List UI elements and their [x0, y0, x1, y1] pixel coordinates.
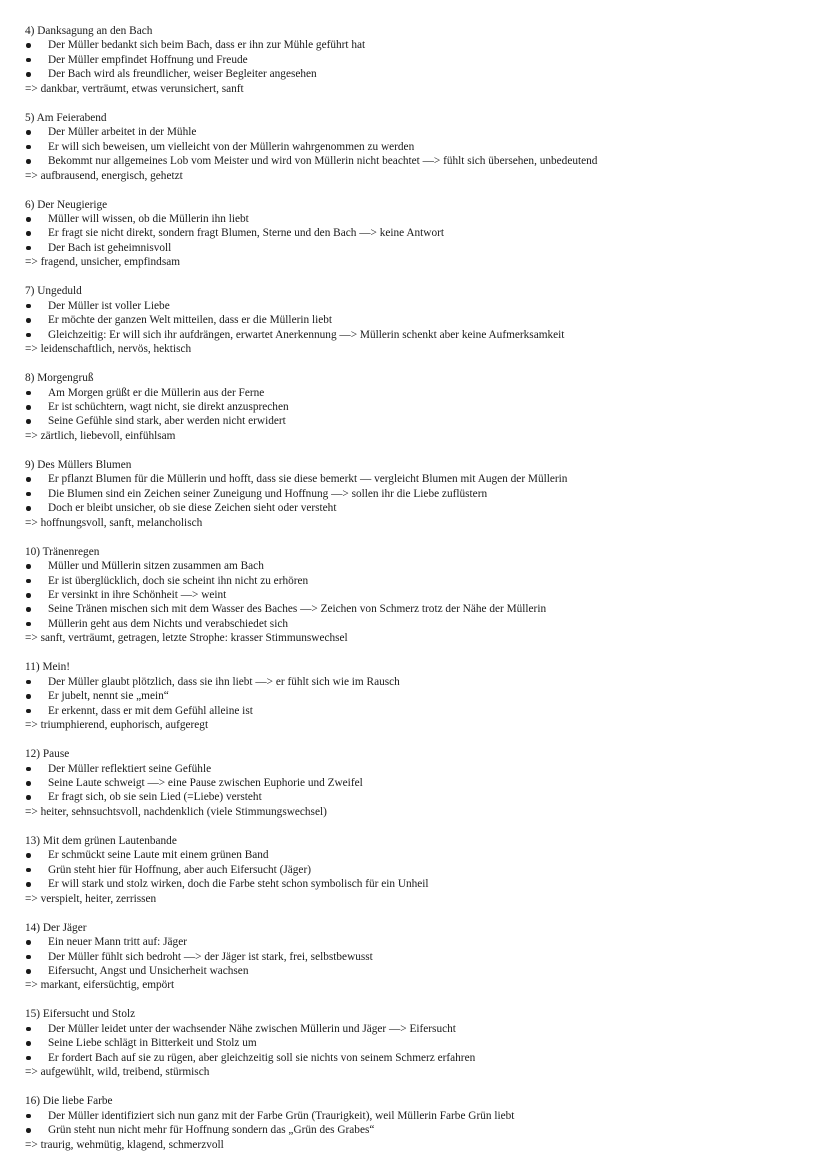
- bullet-text: Grün steht hier für Hoffnung, aber auch Eifersucht (Jäger): [48, 863, 311, 876]
- bullet-text: Gleichzeitig: Er will sich ihr aufdrängen, erwartet Anerkennung —> Müllerin schenkt aber keine Aufmerksamkeit: [48, 328, 565, 341]
- bullet-item: [25, 935, 815, 949]
- section-heading: 15) Eifersucht und Stolz: [25, 1008, 136, 1021]
- section-heading: 6) Der Neugierige: [25, 198, 108, 211]
- bullet-item: [25, 1051, 815, 1065]
- bullet-item: [25, 299, 815, 313]
- bullet-text: Er fordert Bach auf sie zu rügen, aber gleichzeitig soll sie nichts von seinem Schmerz erfahren: [48, 1051, 476, 1064]
- bullet-item: [25, 863, 815, 877]
- bullet-dot-icon: [26, 231, 31, 236]
- bullet-item: [25, 38, 815, 52]
- bullet-dot-icon: [26, 145, 31, 150]
- section-summary: => heiter, sehnsuchtsvoll, nachdenklich (viele Stimmungswechsel): [25, 805, 327, 818]
- bullet-item: [25, 487, 815, 501]
- bullet-item: [25, 1036, 815, 1050]
- section-heading: 9) Des Müllers Blumen: [25, 458, 132, 471]
- bullet-text: Doch er bleibt unsicher, ob sie diese Zeichen sieht oder versteht: [48, 502, 337, 515]
- bullet-dot-icon: [26, 709, 31, 714]
- bullet-item: [25, 588, 815, 602]
- section-summary: => sanft, verträumt, getragen, letzte Strophe: krasser Stimmunswechsel: [25, 632, 348, 645]
- bullet-dot-icon: [26, 405, 31, 410]
- section-heading: 5) Am Feierabend: [25, 111, 107, 124]
- bullet-item: [25, 67, 815, 81]
- bullet-item: [25, 501, 815, 515]
- bullet-item: [25, 877, 815, 891]
- section-summary: => traurig, wehmütig, klagend, schmerzvoll: [25, 1138, 224, 1151]
- section-heading: 8) Morgengruß: [25, 372, 94, 385]
- bullet-text: Die Blumen sind ein Zeichen seiner Zuneigung und Hoffnung —> sollen ihr die Liebe zuflüstern: [48, 487, 488, 500]
- bullet-item: [25, 125, 815, 139]
- bullet-dot-icon: [26, 622, 31, 627]
- bullet-dot-icon: [26, 477, 31, 482]
- bullet-text: Seine Gefühle sind stark, aber werden nicht erwidert: [48, 415, 286, 428]
- bullet-dot-icon: [26, 593, 31, 598]
- bullet-text: Der Müller identifiziert sich nun ganz mit der Farbe Grün (Traurigkeit), weil Müllerin Farbe Grün liebt: [48, 1109, 515, 1122]
- section-heading: 14) Der Jäger: [25, 921, 87, 934]
- bullet-text: Seine Tränen mischen sich mit dem Wasser des Baches —> Zeichen von Schmerz trotz der Nähe der Müllerin: [48, 603, 547, 616]
- bullet-dot-icon: [26, 391, 31, 396]
- bullet-dot-icon: [26, 492, 31, 497]
- bullet-item: [25, 313, 815, 327]
- bullet-item: [25, 602, 815, 616]
- bullet-text: Bekommt nur allgemeines Lob vom Meister und wird von Müllerin nicht beachtet —> fühlt sich übersehen, unbedeutend: [48, 155, 598, 168]
- bullet-item: [25, 790, 815, 804]
- bullet-item: [25, 226, 815, 240]
- bullet-dot-icon: [26, 217, 31, 222]
- bullet-dot-icon: [26, 680, 31, 685]
- bullet-item: [25, 1123, 815, 1137]
- section-heading: 16) Die liebe Farbe: [25, 1095, 113, 1108]
- bullet-text: Der Müller empfindet Hoffnung und Freude: [48, 53, 248, 66]
- bullet-dot-icon: [26, 333, 31, 338]
- section-heading: 4) Danksagung an den Bach: [25, 25, 153, 37]
- section-heading: 13) Mit dem grünen Lautenbande: [25, 834, 177, 847]
- bullet-dot-icon: [26, 1128, 31, 1133]
- section-12: [25, 747, 815, 819]
- bullet-dot-icon: [26, 318, 31, 323]
- section-summary: => aufgewühlt, wild, treibend, stürmisch: [25, 1066, 210, 1079]
- section-summary: => leidenschaftlich, nervös, hektisch: [25, 343, 192, 356]
- bullet-text: Der Müller reflektiert seine Gefühle: [48, 762, 212, 775]
- bullet-text: Er will stark und stolz wirken, doch die Farbe steht schon symbolisch für ein Unheil: [48, 878, 429, 891]
- bullet-dot-icon: [26, 506, 31, 511]
- bullet-item: [25, 559, 815, 573]
- bullet-dot-icon: [26, 72, 31, 77]
- bullet-dot-icon: [26, 130, 31, 135]
- bullet-text: Er fragt sie nicht direkt, sondern fragt Blumen, Sterne und den Bach —> keine Antwort: [48, 227, 445, 240]
- section-9: [25, 458, 815, 530]
- bullet-text: Er möchte der ganzen Welt mitteilen, dass er die Müllerin liebt: [48, 314, 333, 327]
- bullet-dot-icon: [26, 564, 31, 569]
- bullet-text: Er pflanzt Blumen für die Müllerin und hofft, dass sie diese bemerkt — vergleicht Blumen mit Augen der Müllerin: [48, 473, 568, 486]
- bullet-dot-icon: [26, 882, 31, 887]
- bullet-item: [25, 472, 815, 486]
- bullet-text: Der Müller arbeitet in der Mühle: [48, 126, 197, 139]
- section-summary: => verspielt, heiter, zerrissen: [25, 892, 157, 905]
- bullet-text: Der Müller fühlt sich bedroht —> der Jäger ist stark, frei, selbstbewusst: [48, 950, 373, 963]
- bullet-item: [25, 574, 815, 588]
- bullet-text: Grün steht nun nicht mehr für Hoffnung sondern das „Grün des Grabes“: [48, 1124, 375, 1137]
- bullet-dot-icon: [26, 43, 31, 48]
- bullet-text: Der Müller ist voller Liebe: [48, 299, 170, 312]
- bullet-dot-icon: [26, 159, 31, 164]
- bullet-text: Er ist überglücklich, doch sie scheint ihn nicht zu erhören: [48, 574, 309, 587]
- bullet-item: [25, 328, 815, 342]
- section-summary: => aufbrausend, energisch, gehetzt: [25, 169, 183, 182]
- section-5: [25, 111, 815, 183]
- section-summary: => triumphierend, euphorisch, aufgeregt: [25, 719, 209, 732]
- bullet-item: [25, 400, 815, 414]
- bullet-item: [25, 762, 815, 776]
- bullet-text: Der Müller bedankt sich beim Bach, dass er ihn zur Mühle geführt hat: [48, 39, 366, 52]
- bullet-text: Der Müller glaubt plötzlich, dass sie ihn liebt —> er fühlt sich wie im Rausch: [48, 675, 400, 688]
- bullet-text: Er will sich beweisen, um vielleicht von der Müllerin wahrgenommen zu werden: [48, 140, 415, 153]
- section-summary: => fragend, unsicher, empfindsam: [25, 256, 181, 269]
- bullet-text: Er versinkt in ihre Schönheit —> weint: [48, 589, 227, 601]
- bullet-dot-icon: [26, 304, 31, 309]
- section-6: [25, 198, 815, 270]
- bullet-item: [25, 704, 815, 718]
- bullet-text: Er jubelt, nennt sie „mein“: [48, 690, 169, 703]
- bullet-item: [25, 1109, 815, 1123]
- section-8: [25, 371, 815, 443]
- bullet-text: Am Morgen grüßt er die Müllerin aus der Ferne: [48, 386, 265, 399]
- section-4: [25, 24, 815, 96]
- bullet-text: Ein neuer Mann tritt auf: Jäger: [48, 936, 187, 949]
- bullet-dot-icon: [26, 969, 31, 974]
- bullet-text: Der Bach wird als freundlicher, weiser Begleiter angesehen: [48, 68, 317, 81]
- section-13: [25, 834, 815, 906]
- bullet-dot-icon: [26, 419, 31, 424]
- bullet-item: [25, 241, 815, 255]
- bullet-dot-icon: [26, 1041, 31, 1046]
- bullet-dot-icon: [26, 694, 31, 699]
- bullet-text: Der Müller leidet unter der wachsender Nähe zwischen Müllerin und Jäger —> Eifersucht: [48, 1022, 456, 1035]
- bullet-dot-icon: [26, 781, 31, 786]
- bullet-item: [25, 617, 815, 631]
- bullet-dot-icon: [26, 767, 31, 772]
- section-10: [25, 545, 815, 646]
- bullet-text: Müller will wissen, ob die Müllerin ihn liebt: [48, 213, 249, 225]
- section-heading: 12) Pause: [25, 748, 70, 761]
- section-7: [25, 284, 815, 356]
- section-11: [25, 660, 815, 732]
- bullet-text: Er ist schüchtern, wagt nicht, sie direkt anzusprechen: [48, 401, 289, 413]
- bullet-item: [25, 964, 815, 978]
- bullet-item: [25, 53, 815, 67]
- bullet-item: [25, 776, 815, 790]
- bullet-item: [25, 689, 815, 703]
- document-page: [25, 24, 815, 1167]
- bullet-text: Seine Laute schweigt —> eine Pause zwischen Euphorie und Zweifel: [48, 777, 363, 789]
- bullet-item: [25, 414, 815, 428]
- bullet-text: Seine Liebe schlägt in Bitterkeit und Stolz um: [48, 1037, 257, 1050]
- section-heading: 7) Ungeduld: [25, 285, 82, 298]
- section-14: [25, 921, 815, 993]
- bullet-dot-icon: [26, 246, 31, 251]
- bullet-item: [25, 154, 815, 168]
- section-summary: => markant, eifersüchtig, empört: [25, 979, 175, 992]
- bullet-dot-icon: [26, 1027, 31, 1032]
- bullet-dot-icon: [26, 853, 31, 858]
- section-heading: 11) Mein!: [25, 661, 71, 674]
- bullet-dot-icon: [26, 940, 31, 945]
- section-15: [25, 1007, 815, 1079]
- bullet-text: Müller und Müllerin sitzen zusammen am Bach: [48, 560, 264, 573]
- bullet-text: Eifersucht, Angst und Unsicherheit wachsen: [48, 965, 249, 977]
- bullet-text: Er fragt sich, ob sie sein Lied (=Liebe) versteht: [48, 791, 262, 804]
- bullet-item: [25, 1022, 815, 1036]
- bullet-dot-icon: [26, 1056, 31, 1061]
- bullet-item: [25, 675, 815, 689]
- section-heading: 10) Tränenregen: [25, 545, 100, 558]
- bullet-dot-icon: [26, 607, 31, 612]
- bullet-item: [25, 212, 815, 226]
- bullet-dot-icon: [26, 58, 31, 63]
- bullet-dot-icon: [26, 1114, 31, 1119]
- bullet-dot-icon: [26, 868, 31, 873]
- bullet-item: [25, 848, 815, 862]
- bullet-item: [25, 386, 815, 400]
- bullet-text: Er schmückt seine Laute mit einem grünen Band: [48, 849, 269, 862]
- bullet-dot-icon: [26, 579, 31, 584]
- bullet-text: Er erkennt, dass er mit dem Gefühl alleine ist: [48, 704, 253, 717]
- section-summary: => zärtlich, liebevoll, einfühlsam: [25, 429, 176, 442]
- bullet-dot-icon: [26, 795, 31, 800]
- bullet-dot-icon: [26, 955, 31, 960]
- section-16: [25, 1094, 815, 1152]
- bullet-item: [25, 140, 815, 154]
- section-summary: => hoffnungsvoll, sanft, melancholisch: [25, 516, 203, 529]
- bullet-item: [25, 950, 815, 964]
- bullet-text: Der Bach ist geheimnisvoll: [48, 241, 172, 254]
- bullet-text: Müllerin geht aus dem Nichts und verabschiedet sich: [48, 617, 288, 630]
- section-summary: => dankbar, verträumt, etwas verunsichert, sanft: [25, 82, 244, 95]
